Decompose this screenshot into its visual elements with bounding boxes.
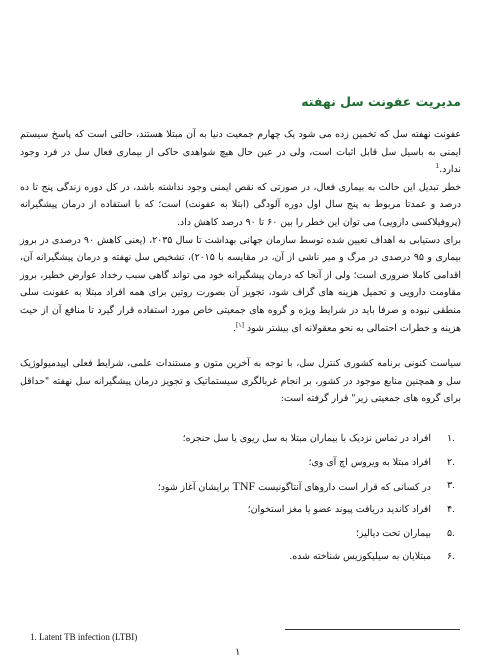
paragraph-1-text: عفونت نهفته سل که تخمین زده می شود یک چهارم جمعیت دنیا به آن مبتلا هستند، حالتی است که پاسخ سیستم ایمنی به باسیل سل قابل اثبات است، ولی در عین حال هیچ شواهدی حاکی از بیماری فعال سل در فرد وجود ندارد. xyxy=(20,129,461,176)
list-text: افراد در تماس نزدیک با بیماران مبتلا به سل ریوی یا سل حنجره؛ xyxy=(182,433,431,444)
list-text: مبتلایان به سیلیکوزیس شناخته شده. xyxy=(289,551,431,563)
list-number: .۱ xyxy=(446,433,455,444)
tnf-term: TNF xyxy=(232,479,256,494)
paragraph-3-text: برای دستیابی به اهداف تعیین شده توسط سازمان جهانی بهداشت تا سال ۲۰۳۵، (یعنی کاهش ۹۰ درصدی در بروز بیماری و ۹۵ درصدی در مرگ و میر ناشی از آن، در مقایسه با ۲۰۱۵)، تشخیص سل نهفته و درمان پیشگیرانه آن، اقدامی کاملا ضروری است؛ ولی از آنجا که درمان پیشگیرانه خود می تواند گاهی سبب رخداد عوارض خطیر، بروز مقاومت دارویی و تحمیل هزینه های گزاف شود، تجویز آن بصورت روتین برای همه افراد مبتلا به عفونت سلی منطقی نبوده و صرفا باید در شرایط ویژه و گروه های جمعیتی خاص مورد استفاده قرار گیرد تا منافع آن از حیث هزینه و خطرات احتمالی به نحو معقولانه ای بیشتر شود xyxy=(20,234,461,334)
list-item xyxy=(25,455,455,479)
paragraph-1 xyxy=(20,126,461,179)
list-text: افراد مبتلا به ویروس اچ آی وی؛ xyxy=(308,456,431,468)
section-heading: مدیریت عفونت سل نهفته xyxy=(301,94,461,109)
target-groups-list xyxy=(25,431,455,573)
list-item xyxy=(25,431,455,455)
list-item xyxy=(25,478,455,502)
paragraph-4: سیاست کنونی برنامه کشوری کنترل سل، با توجه به آخرین متون و مستندات علمی، شرایط فعلی اپیدمیولوژیک سل و همچنین منابع موجود در کشور، بر انجام غربالگری سیستماتیک و تجویز درمان پیشگیرانه سل نهفته "حداقل برای گروه های جمعیتی زیر" قرار گرفته است: xyxy=(20,358,461,405)
list-number: .۲ xyxy=(446,456,455,468)
list-text: افراد کاندید دریافت پیوند عضو یا مغز استخوان؛ xyxy=(247,504,431,516)
list-text: برایشان آغاز شود؛ xyxy=(157,482,230,494)
footnote-marker: 1 xyxy=(435,163,440,171)
list-item xyxy=(25,549,455,573)
list-number: .۵ xyxy=(446,527,455,539)
paragraph-2: خطر تبدیل این حالت به بیماری فعال، در صورتی که نقص ایمنی وجود نداشته باشد، در کل دوره زندگی پنج تا ده درصد و عمدتا مربوط به پنج سال اول دوره آلودگی (ابتلا به عفونت) است؛ که با استفاده از درمان پیشگیرانه (پروفیلاکسی دارویی) می توان این خطر را بین ۶۰ تا ۹۰ درصد کاهش داد. xyxy=(20,181,461,228)
page-number: ۱ xyxy=(235,647,241,658)
paragraph-3: برای دستیابی به اهداف تعیین شده توسط سازمان جهانی بهداشت تا سال ۲۰۳۵، (یعنی کاهش ۹۰ درصدی در بروز بیماری و ۹۵ درصدی در مرگ و میر ناشی از آن، در مقایسه با ۲۰۱۵)، تشخیص سل نهفته و درمان پیشگیرانه آن، اقدامی کاملا ضروری است؛ ولی از آنجا که درمان پیشگیرانه خود می تواند گاهی سبب رخداد عوارض خطیر، بروز مقاومت دارویی و تحمیل هزینه های گزاف شود، تجویز آن بصورت روتین برای همه افراد مبتلا به عفونت سلی منطقی نبوده و صرفا باید در شرایط ویژه و گروه های جمعیتی خاص مورد استفاده قرار گیرد تا منافع آن از حیث هزینه و خطرات احتمالی به نحو معقولانه ای بیشتر شود [۱]. xyxy=(20,234,461,334)
list-item xyxy=(25,502,455,526)
body-text xyxy=(20,126,461,408)
citation: [۱] xyxy=(236,321,244,329)
list-number: .۶ xyxy=(446,551,455,563)
list-item xyxy=(25,526,455,550)
list-text: بیماران تحت دیالیز؛ xyxy=(355,527,431,539)
list-text: در کسانی که قرار است داروهای آنتاگونیست xyxy=(258,482,431,494)
list-number: .۴ xyxy=(446,504,455,516)
list-number: .۳ xyxy=(446,480,455,492)
footnote: 1. Latent TB infection (LTBI) xyxy=(30,632,138,642)
footnote-separator xyxy=(285,629,460,630)
